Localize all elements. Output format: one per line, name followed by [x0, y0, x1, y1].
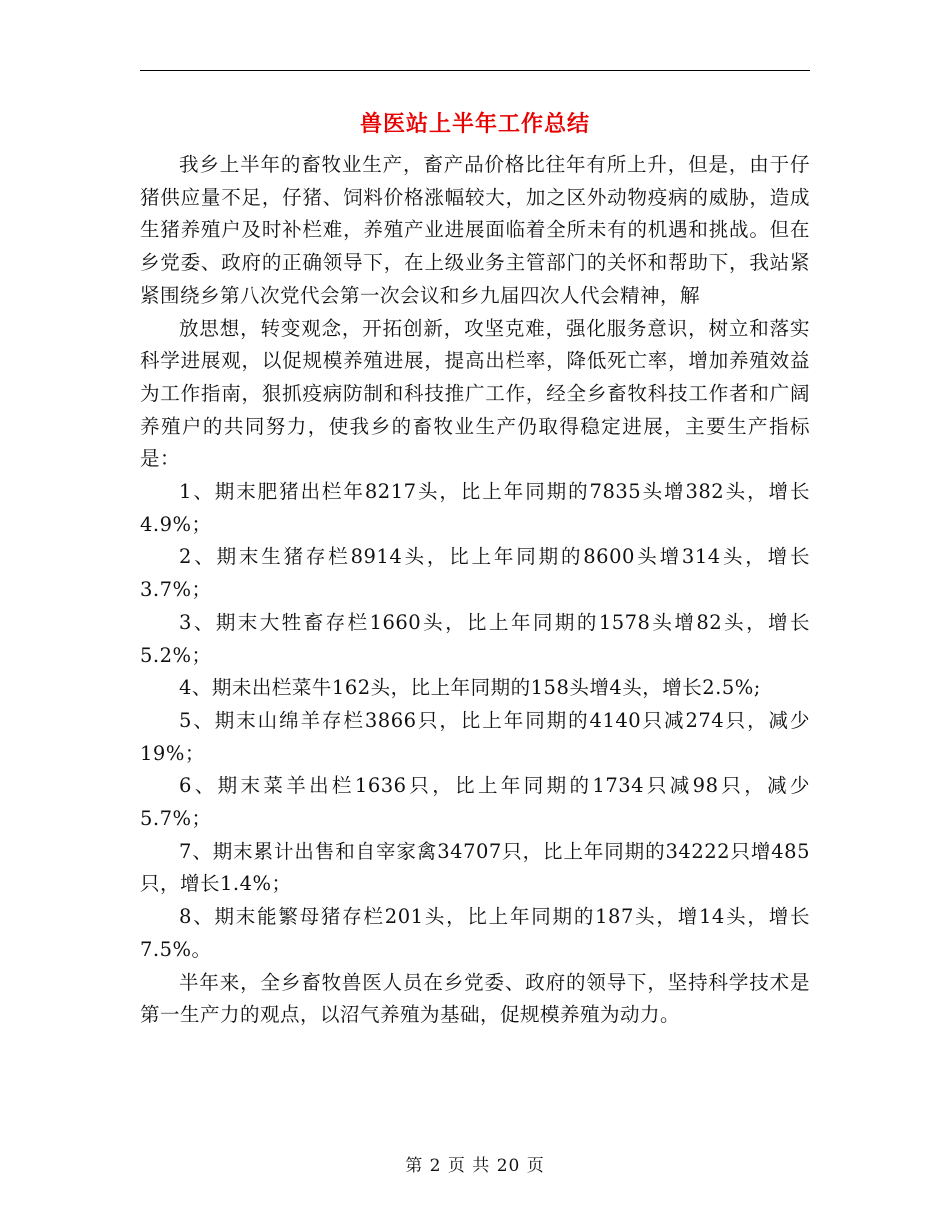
header-rule [140, 70, 810, 71]
indicator-item-4: 4、期未出栏菜牛162头，比上年同期的158头增4头，增长2.5%; [179, 676, 761, 700]
indicator-item-2: 2、期末生猪存栏8914头，比上年同期的8600头增314头，增长3.7%； [140, 545, 810, 602]
indicator-item-8: 8、期末能繁母猪存栏201头，比上年同期的187头，增14头，增长7.5%。 [140, 905, 810, 961]
indicator-item-3: 3、期末大牲畜存栏1660头，比上年同期的1578头增82头，增长5.2%； [140, 610, 810, 667]
indicator-item-5: 5、期末山绵羊存栏3866只，比上年同期的4140只减274只，减少19%； [140, 708, 810, 765]
indicator-item-6: 6、期末菜羊出栏1636只，比上年同期的1734只减98只，减少5.7%； [140, 774, 810, 831]
paragraph-intro: 我乡上半年的畜牧业生产，畜产品价格比往年有所上升，但是，由于仔猪供应量不足，仔猪、饲料价格涨幅较大，加之区外动物疫病的威胁，造成生猪养殖户及时补栏难，养殖产业进展面临着全所未有的机遇和挑战。但在乡党委、政府的正确领导下，在上级业务主管部门的关怀和帮助下，我站紧紧围绕乡第八次党代会第一次会议和乡九届四次人代会精神，解 [140, 153, 810, 307]
indicator-item-1: 1、期末肥猪出栏年8217头，比上年同期的7835头增382头，增长4.9%； [140, 480, 810, 536]
page-footer: 第 2 页 共 20 页 [405, 1156, 545, 1176]
paragraph-continuation: 放思想，转变观念，开拓创新，攻坚克难，强化服务意识，树立和落实科学进展观，以促规模养殖进展，提高出栏率，降低死亡率，增加养殖效益为工作指南，狠抓疫病防制和科技推广工作，经全乡畜牧科技工作者和广阔养殖户的共同努力，使我乡的畜牧业生产仍取得稳定进展，主要生产指标是： [140, 316, 810, 471]
indicator-item-7: 7、期末累计出售和自宰家禽34707只，比上年同期的34222只增485只，增长1.4%； [140, 839, 810, 896]
document-body [140, 149, 810, 1032]
paragraph-summary: 半年来，全乡畜牧兽医人员在乡党委、政府的领导下，坚持科学技术是第一生产力的观点，以沼气养殖为基础，促规模养殖为动力。 [140, 970, 810, 1027]
document-title: 兽医站上半年工作总结 [359, 112, 590, 137]
